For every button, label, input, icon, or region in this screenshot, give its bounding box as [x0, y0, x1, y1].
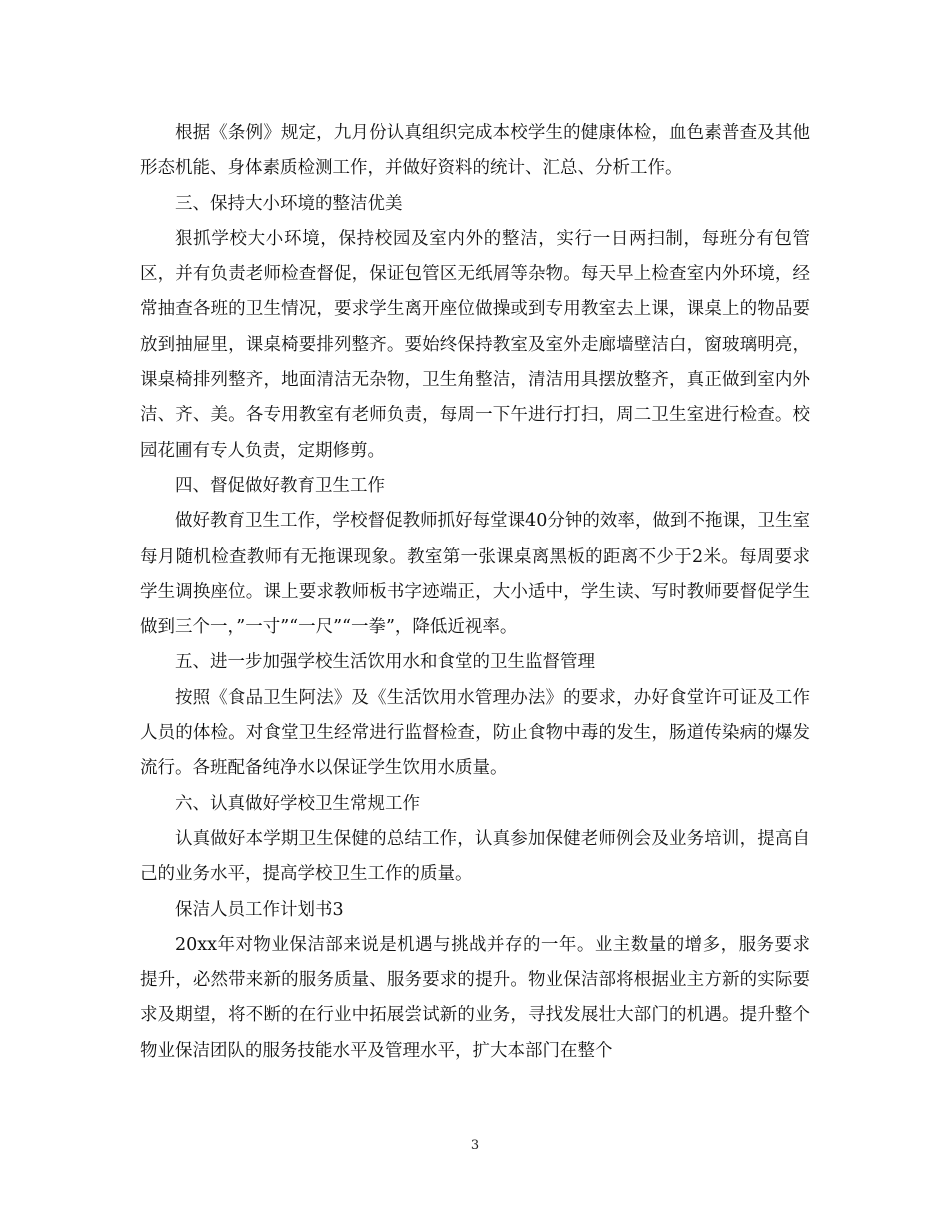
heading-education-hygiene: 四、督促做好教育卫生工作 [175, 475, 385, 496]
heading-water-canteen: 五、进一步加强学校生活饮用水和食堂的卫生监督管理 [175, 652, 595, 673]
paragraph-health-checkup: 根据《条例》规定，九月份认真组织完成本校学生的健康体检，血色素普查及其他形态机能、身体素质检测工作，并做好资料的统计、汇总、分析工作。 [140, 123, 810, 179]
paragraph-environment: 狠抓学校大小环境，保持校园及室内外的整洁，实行一日两扫制，每班分有包管区，并有负责老师检查督促，保证包管区无纸屑等杂物。每天早上检查室内外环境，经常抽查各班的卫生情况，要求学生离开座位做操或到专用教室去上课，课桌上的物品要放到抽屉里，课桌椅要排列整齐。要始终保持教室及室外走廊墙壁洁白，窗玻璃明亮，课桌椅排列整齐，地面清洁无杂物，卫生角整洁，清洁用具摆放整齐，真正做到室内外洁、齐、美。各专用教室有老师负责，每周一下午进行打扫，周二卫生室进行检查。校园花圃有专人负责，定期修剪。 [140, 228, 810, 461]
section-title-plan-3: 保洁人员工作计划书3 [175, 899, 344, 920]
paragraph-cleaning-department: 20xx年对物业保洁部来说是机遇与挑战并存的一年。业主数量的增多，服务要求提升，必然带来新的服务质量、服务要求的提升。物业保洁部将根据业主方新的实际要求及期望，将不断的在行业中拓展尝试新的业务，寻找发展壮大部门的机遇。提升整个物业保洁团队的服务技能水平及管理水平，扩大本部门在整个 [140, 934, 810, 1061]
paragraph-education-hygiene: 做好教育卫生工作，学校督促教师抓好每堂课40分钟的效率，做到不拖课，卫生室每月随机检查教师有无拖课现象。教室第一张课桌离黑板的距离不少于2米。每周要求学生调换座位。课上要求教师板书字迹端正，大小适中，学生读、写时教师要督促学生做到三个一，”一寸”“一尺”“一拳”，降低近视率。 [140, 511, 810, 638]
heading-environment: 三、保持大小环境的整洁优美 [175, 193, 403, 214]
heading-routine-work: 六、认真做好学校卫生常规工作 [175, 793, 420, 814]
paragraph-routine-work: 认真做好本学期卫生保健的总结工作，认真参加保健老师例会及业务培训，提高自己的业务水平，提高学校卫生工作的质量。 [140, 828, 810, 885]
document-body [140, 116, 810, 1069]
page-number: 3 [470, 1138, 480, 1153]
paragraph-water-canteen: 按照《食品卫生阿法》及《生活饮用水管理办法》的要求，办好食堂许可证及工作人员的体检。对食堂卫生经常进行监督检查，防止食物中毒的发生，肠道传染病的爆发流行。各班配备纯净水以保证学生饮用水质量。 [140, 687, 810, 779]
